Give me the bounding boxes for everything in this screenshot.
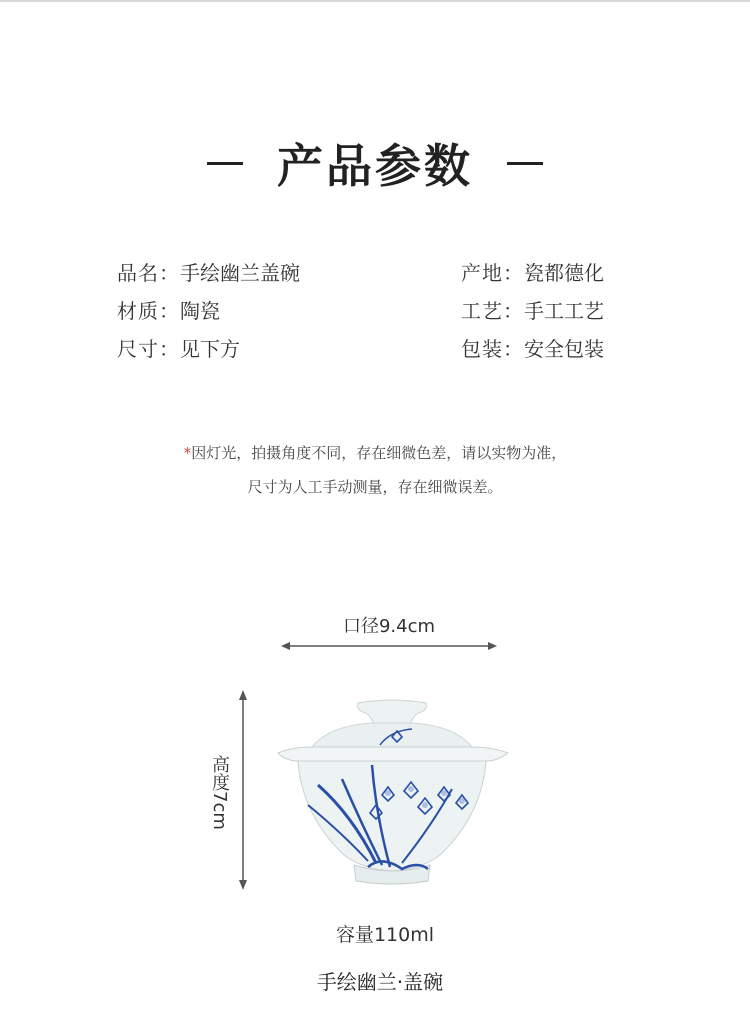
param-size-value: 见下方	[180, 337, 240, 361]
notice-line-1-text: 因灯光，拍摄角度不同，存在细微色差，请以实物为准，	[191, 444, 567, 462]
diameter-arrow	[281, 639, 497, 653]
param-material-value: 陶瓷	[180, 299, 220, 323]
param-size	[117, 330, 240, 368]
notice-line-2: 尺寸为人工手动测量，存在细微误差。	[247, 478, 503, 496]
height-arrow	[235, 690, 251, 890]
param-package-label: 包装：	[461, 337, 524, 361]
param-origin-value: 瓷都德化	[524, 261, 604, 285]
diameter-label: 口径9.4cm	[342, 616, 436, 637]
param-origin-label: 产地：	[461, 261, 524, 285]
param-craft-value: 手工工艺	[524, 299, 604, 323]
gaiwan-teacup-illustration	[272, 695, 512, 890]
title-section	[0, 128, 750, 198]
color-notice	[0, 436, 750, 504]
page-title: 产品参数	[277, 139, 473, 193]
param-material	[117, 292, 220, 330]
top-divider	[0, 0, 750, 2]
param-craft-label: 工艺：	[461, 299, 524, 323]
param-name-label: 品名：	[117, 261, 180, 285]
param-origin	[461, 254, 637, 292]
param-row	[117, 254, 637, 292]
notice-line-1	[0, 436, 750, 470]
capacity-label: 容量110ml	[335, 924, 435, 946]
param-name	[117, 254, 300, 292]
param-package	[461, 330, 637, 368]
param-craft	[461, 292, 637, 330]
param-row	[117, 330, 637, 368]
title-dash-left	[207, 162, 243, 165]
params-table	[117, 254, 637, 368]
param-package-value: 安全包装	[524, 337, 604, 361]
param-size-label: 尺寸：	[117, 337, 180, 361]
param-material-label: 材质：	[117, 299, 180, 323]
param-name-value: 手绘幽兰盖碗	[180, 261, 300, 285]
height-label: 高度7cm	[209, 755, 230, 830]
param-row	[117, 292, 637, 330]
title-dash-right	[507, 162, 543, 165]
product-caption: 手绘幽兰·盖碗	[316, 970, 444, 994]
notice-asterisk: *	[183, 444, 192, 462]
